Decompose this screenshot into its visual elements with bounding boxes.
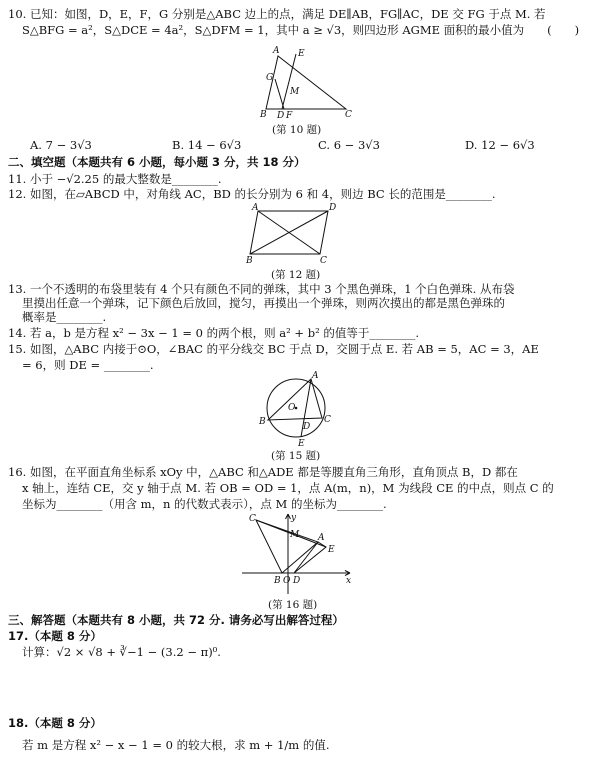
q15-line1: 15. 如图，△ABC 内接于⊙O，∠BAC 的平分线交 BC 于点 D，交圆于点 E. 若 AB = 5，AC = 3，AE bbox=[8, 342, 539, 356]
q15-label-E: E bbox=[298, 439, 305, 446]
q10-label-A: A bbox=[273, 46, 280, 56]
q15-caption: (第 15 题) bbox=[271, 450, 321, 462]
q16-caption: (第 16 题) bbox=[268, 599, 318, 611]
q10-caption: (第 10 题) bbox=[272, 124, 322, 136]
q15-figure bbox=[256, 370, 336, 446]
section-3-heading: 三、解答题（本题共有 8 小题，共 72 分. 请务必写出解答过程） bbox=[8, 613, 344, 627]
q16-figure bbox=[238, 510, 356, 596]
q13-line2: 里摸出任意一个弹珠，记下颜色后放回，搅匀，再摸出一个弹珠，则两次摸出的都是黑色弹珠的 bbox=[22, 296, 505, 310]
q16-label-x: x bbox=[346, 576, 352, 586]
q12-figure bbox=[246, 202, 346, 264]
q18-body: 若 m 是方程 x² − x − 1 = 0 的较大根，求 m + 1/m 的值. bbox=[22, 738, 330, 752]
q12-label-D: D bbox=[329, 203, 337, 213]
q13-line1: 13. 一个不透明的布袋里装有 4 个只有颜色不同的弹珠，其中 3 个黑色弹珠，1 个白色弹珠. 从布袋 bbox=[8, 282, 515, 296]
q16-label-C: C bbox=[249, 514, 256, 524]
q12-label-B: B bbox=[246, 256, 253, 264]
q17-head: 17.（本题 8 分） bbox=[8, 629, 102, 643]
q16-label-E: E bbox=[328, 545, 335, 555]
q10-label-C: C bbox=[345, 110, 352, 120]
q11-text: 11. 小于 −√2.25 的最大整数是________. bbox=[8, 172, 222, 186]
q10-label-F: F bbox=[286, 111, 293, 120]
q16-label-M: M bbox=[290, 530, 300, 540]
q16-line3: 坐标为________（用含 m，n 的代数式表示），点 M 的坐标为________. bbox=[22, 497, 387, 511]
q15-label-O: O bbox=[288, 403, 296, 413]
q10-option-b: B. 14 − 6√3 bbox=[172, 138, 242, 152]
q16-label-O: O bbox=[283, 576, 291, 586]
q16-label-D: D bbox=[293, 576, 301, 586]
q15-label-A: A bbox=[312, 371, 319, 381]
q14-text: 14. 若 a，b 是方程 x² − 3x − 1 = 0 的两个根，则 a² + b² 的值等于________. bbox=[8, 326, 420, 340]
q10-option-a: A. 7 − 3√3 bbox=[30, 138, 92, 152]
q10-label-E: E bbox=[298, 49, 305, 59]
q16-label-A: A bbox=[318, 533, 325, 543]
q10-option-c: C. 6 − 3√3 bbox=[318, 138, 380, 152]
q10-label-G: G bbox=[266, 73, 274, 83]
q13-line3: 概率是________. bbox=[22, 310, 107, 324]
q16-line1: 16. 如图，在平面直角坐标系 xOy 中，△ABC 和△ADE 都是等腰直角三角形，直角顶点 B，D 都在 bbox=[8, 465, 518, 479]
q12-label-A: A bbox=[252, 203, 259, 213]
q15-line2: = 6，则 DE = ________. bbox=[22, 358, 154, 372]
q15-label-D: D bbox=[303, 422, 311, 432]
q16-label-y: y bbox=[291, 513, 297, 523]
q12-caption: (第 12 题) bbox=[271, 269, 321, 281]
q10-label-M: M bbox=[290, 87, 300, 97]
q10-figure bbox=[248, 42, 358, 120]
q10-line2: S△BFG = a²，S△DCE = 4a²，S△DFM = 1，其中 a ≥ √3，则四边形 AGME 面积的最小值为 ( ) bbox=[22, 23, 580, 37]
q10-label-B: B bbox=[260, 110, 267, 120]
q10-option-d: D. 12 − 6√3 bbox=[465, 138, 535, 152]
q16-label-B: B bbox=[274, 576, 281, 586]
q15-label-B: B bbox=[259, 417, 266, 427]
section-2-heading: 二、填空题（本题共有 6 小题，每小题 3 分，共 18 分） bbox=[8, 155, 306, 169]
q15-label-C: C bbox=[324, 415, 331, 425]
q10-label-D: D bbox=[277, 111, 285, 120]
q10-line1: 10. 已知：如图，D，E，F，G 分别是△ABC 边上的点，满足 DE∥AB，FG∥AC，DE 交 FG 于点 M. 若 bbox=[8, 7, 546, 21]
q18-head: 18.（本题 8 分） bbox=[8, 716, 102, 730]
q12-text: 12. 如图，在▱ABCD 中，对角线 AC，BD 的长分别为 6 和 4，则边 BC 长的范围是________. bbox=[8, 187, 496, 201]
q12-label-C: C bbox=[320, 256, 327, 264]
q16-line2: x 轴上，连结 CE，交 y 轴于点 M. 若 OB = OD = 1，点 A(m，n)，M 为线段 CE 的中点，则点 C 的 bbox=[22, 481, 554, 495]
q17-body: 计算：√2 × √8 + ∛−1 − (3.2 − π)⁰. bbox=[22, 645, 221, 659]
